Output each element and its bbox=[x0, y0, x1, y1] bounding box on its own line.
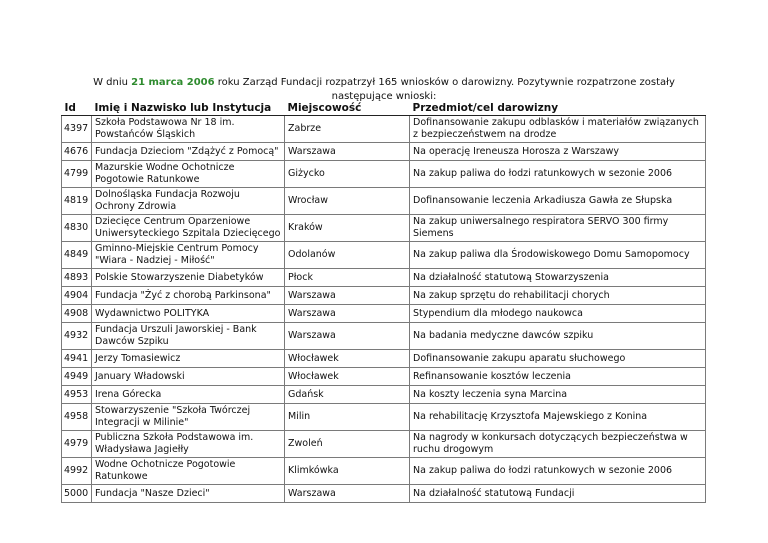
cell-subject: Refinansowanie kosztów leczenia bbox=[410, 368, 706, 386]
cell-location: Warszawa bbox=[285, 323, 410, 350]
cell-subject: Dofinansowanie leczenia Arkadiusza Gawła ze Słupska bbox=[410, 188, 706, 215]
cell-name: Polskie Stowarzyszenie Diabetyków bbox=[92, 269, 285, 287]
cell-name: January Władowski bbox=[92, 368, 285, 386]
cell-id: 4932 bbox=[62, 323, 92, 350]
table-row bbox=[62, 242, 706, 269]
table-row bbox=[62, 116, 706, 143]
cell-name: Jerzy Tomasiewicz bbox=[92, 350, 285, 368]
table-row bbox=[62, 323, 706, 350]
cell-id: 4830 bbox=[62, 215, 92, 242]
cell-name: Wydawnictwo POLITYKA bbox=[92, 305, 285, 323]
cell-location: Odolanów bbox=[285, 242, 410, 269]
cell-subject: Stypendium dla młodego naukowca bbox=[410, 305, 706, 323]
cell-location: Zwoleń bbox=[285, 431, 410, 458]
table-row bbox=[62, 143, 706, 161]
cell-location: Kraków bbox=[285, 215, 410, 242]
cell-subject: Na badania medyczne dawców szpiku bbox=[410, 323, 706, 350]
cell-subject: Dofinansowanie zakupu odblasków i materiałów związanych z bezpieczeństwem na drodze bbox=[410, 116, 706, 143]
cell-location: Włocławek bbox=[285, 350, 410, 368]
cell-subject: Na operację Ireneusza Horosza z Warszawy bbox=[410, 143, 706, 161]
cell-location: Zabrze bbox=[285, 116, 410, 143]
cell-id: 4849 bbox=[62, 242, 92, 269]
table-row bbox=[62, 305, 706, 323]
cell-location: Wrocław bbox=[285, 188, 410, 215]
cell-id: 4958 bbox=[62, 404, 92, 431]
header-id: Id bbox=[62, 100, 92, 116]
cell-id: 4676 bbox=[62, 143, 92, 161]
cell-name: Publiczna Szkoła Podstawowa im. Władysława Jagiełły bbox=[92, 431, 285, 458]
cell-location: Warszawa bbox=[285, 305, 410, 323]
cell-subject: Na działalność statutową Fundacji bbox=[410, 485, 706, 503]
meeting-date: 21 marca 2006 bbox=[131, 77, 215, 88]
cell-id: 4397 bbox=[62, 116, 92, 143]
cell-name: Szkoła Podstawowa Nr 18 im. Powstańców Śląskich bbox=[92, 116, 285, 143]
table-row bbox=[62, 350, 706, 368]
cell-subject: Na zakup uniwersalnego respiratora SERVO 300 firmy Siemens bbox=[410, 215, 706, 242]
header-location: Miejscowość bbox=[285, 100, 410, 116]
cell-id: 4949 bbox=[62, 368, 92, 386]
table-row bbox=[62, 287, 706, 305]
table-row bbox=[62, 269, 706, 287]
cell-id: 4908 bbox=[62, 305, 92, 323]
cell-location: Warszawa bbox=[285, 485, 410, 503]
table-row bbox=[62, 368, 706, 386]
cell-location: Giżycko bbox=[285, 161, 410, 188]
table-row bbox=[62, 386, 706, 404]
cell-name: Dziecięce Centrum Oparzeniowe Uniwersyteckiego Szpitala Dziecięcego bbox=[92, 215, 285, 242]
cell-subject: Na działalność statutową Stowarzyszenia bbox=[410, 269, 706, 287]
table-row bbox=[62, 404, 706, 431]
cell-id: 4979 bbox=[62, 431, 92, 458]
cell-name: Dolnośląska Fundacja Rozwoju Ochrony Zdrowia bbox=[92, 188, 285, 215]
cell-subject: Na koszty leczenia syna Marcina bbox=[410, 386, 706, 404]
table-row bbox=[62, 161, 706, 188]
cell-subject: Na zakup paliwa dla Środowiskowego Domu Samopomocy bbox=[410, 242, 706, 269]
table-row bbox=[62, 458, 706, 485]
intro-text-after: roku Zarząd Fundacji rozpatrzył 165 wniosków o darowizny. Pozytywnie rozpatrzone zostały następujące wnioski: bbox=[214, 77, 675, 102]
cell-location: Klimkówka bbox=[285, 458, 410, 485]
cell-name: Irena Górecka bbox=[92, 386, 285, 404]
table-header-row bbox=[62, 100, 706, 116]
table-row bbox=[62, 188, 706, 215]
intro-text-before: W dniu bbox=[93, 77, 132, 88]
grants-table bbox=[61, 100, 706, 503]
cell-subject: Dofinansowanie zakupu aparatu słuchowego bbox=[410, 350, 706, 368]
cell-name: Mazurskie Wodne Ochotnicze Pogotowie Ratunkowe bbox=[92, 161, 285, 188]
cell-location: Milin bbox=[285, 404, 410, 431]
cell-location: Włocławek bbox=[285, 368, 410, 386]
cell-id: 4953 bbox=[62, 386, 92, 404]
header-subject: Przedmiot/cel darowizny bbox=[410, 100, 706, 116]
cell-id: 4799 bbox=[62, 161, 92, 188]
cell-id: 4941 bbox=[62, 350, 92, 368]
cell-id: 4992 bbox=[62, 458, 92, 485]
header-name: Imię i Nazwisko lub Instytucja bbox=[92, 100, 285, 116]
cell-id: 4819 bbox=[62, 188, 92, 215]
cell-location: Płock bbox=[285, 269, 410, 287]
cell-location: Warszawa bbox=[285, 287, 410, 305]
table-row bbox=[62, 431, 706, 458]
table-row bbox=[62, 485, 706, 503]
table-row bbox=[62, 215, 706, 242]
cell-location: Gdańsk bbox=[285, 386, 410, 404]
cell-name: Stowarzyszenie "Szkoła Twórczej Integracji w Milinie" bbox=[92, 404, 285, 431]
cell-name: Fundacja "Żyć z chorobą Parkinsona" bbox=[92, 287, 285, 305]
cell-subject: Na zakup sprzętu do rehabilitacji chorych bbox=[410, 287, 706, 305]
cell-name: Fundacja Urszuli Jaworskiej - Bank Dawców Szpiku bbox=[92, 323, 285, 350]
cell-name: Gminno-Miejskie Centrum Pomocy "Wiara - Nadziej - Miłość" bbox=[92, 242, 285, 269]
cell-subject: Na zakup paliwa do łodzi ratunkowych w sezonie 2006 bbox=[410, 458, 706, 485]
cell-subject: Na zakup paliwa do łodzi ratunkowych w sezonie 2006 bbox=[410, 161, 706, 188]
cell-subject: Na rehabilitację Krzysztofa Majewskiego z Konina bbox=[410, 404, 706, 431]
cell-location: Warszawa bbox=[285, 143, 410, 161]
cell-name: Fundacja "Nasze Dzieci" bbox=[92, 485, 285, 503]
cell-name: Wodne Ochotnicze Pogotowie Ratunkowe bbox=[92, 458, 285, 485]
cell-id: 5000 bbox=[62, 485, 92, 503]
cell-subject: Na nagrody w konkursach dotyczących bezpieczeństwa w ruchu drogowym bbox=[410, 431, 706, 458]
cell-id: 4893 bbox=[62, 269, 92, 287]
cell-name: Fundacja Dzieciom "Zdążyć z Pomocą" bbox=[92, 143, 285, 161]
cell-id: 4904 bbox=[62, 287, 92, 305]
